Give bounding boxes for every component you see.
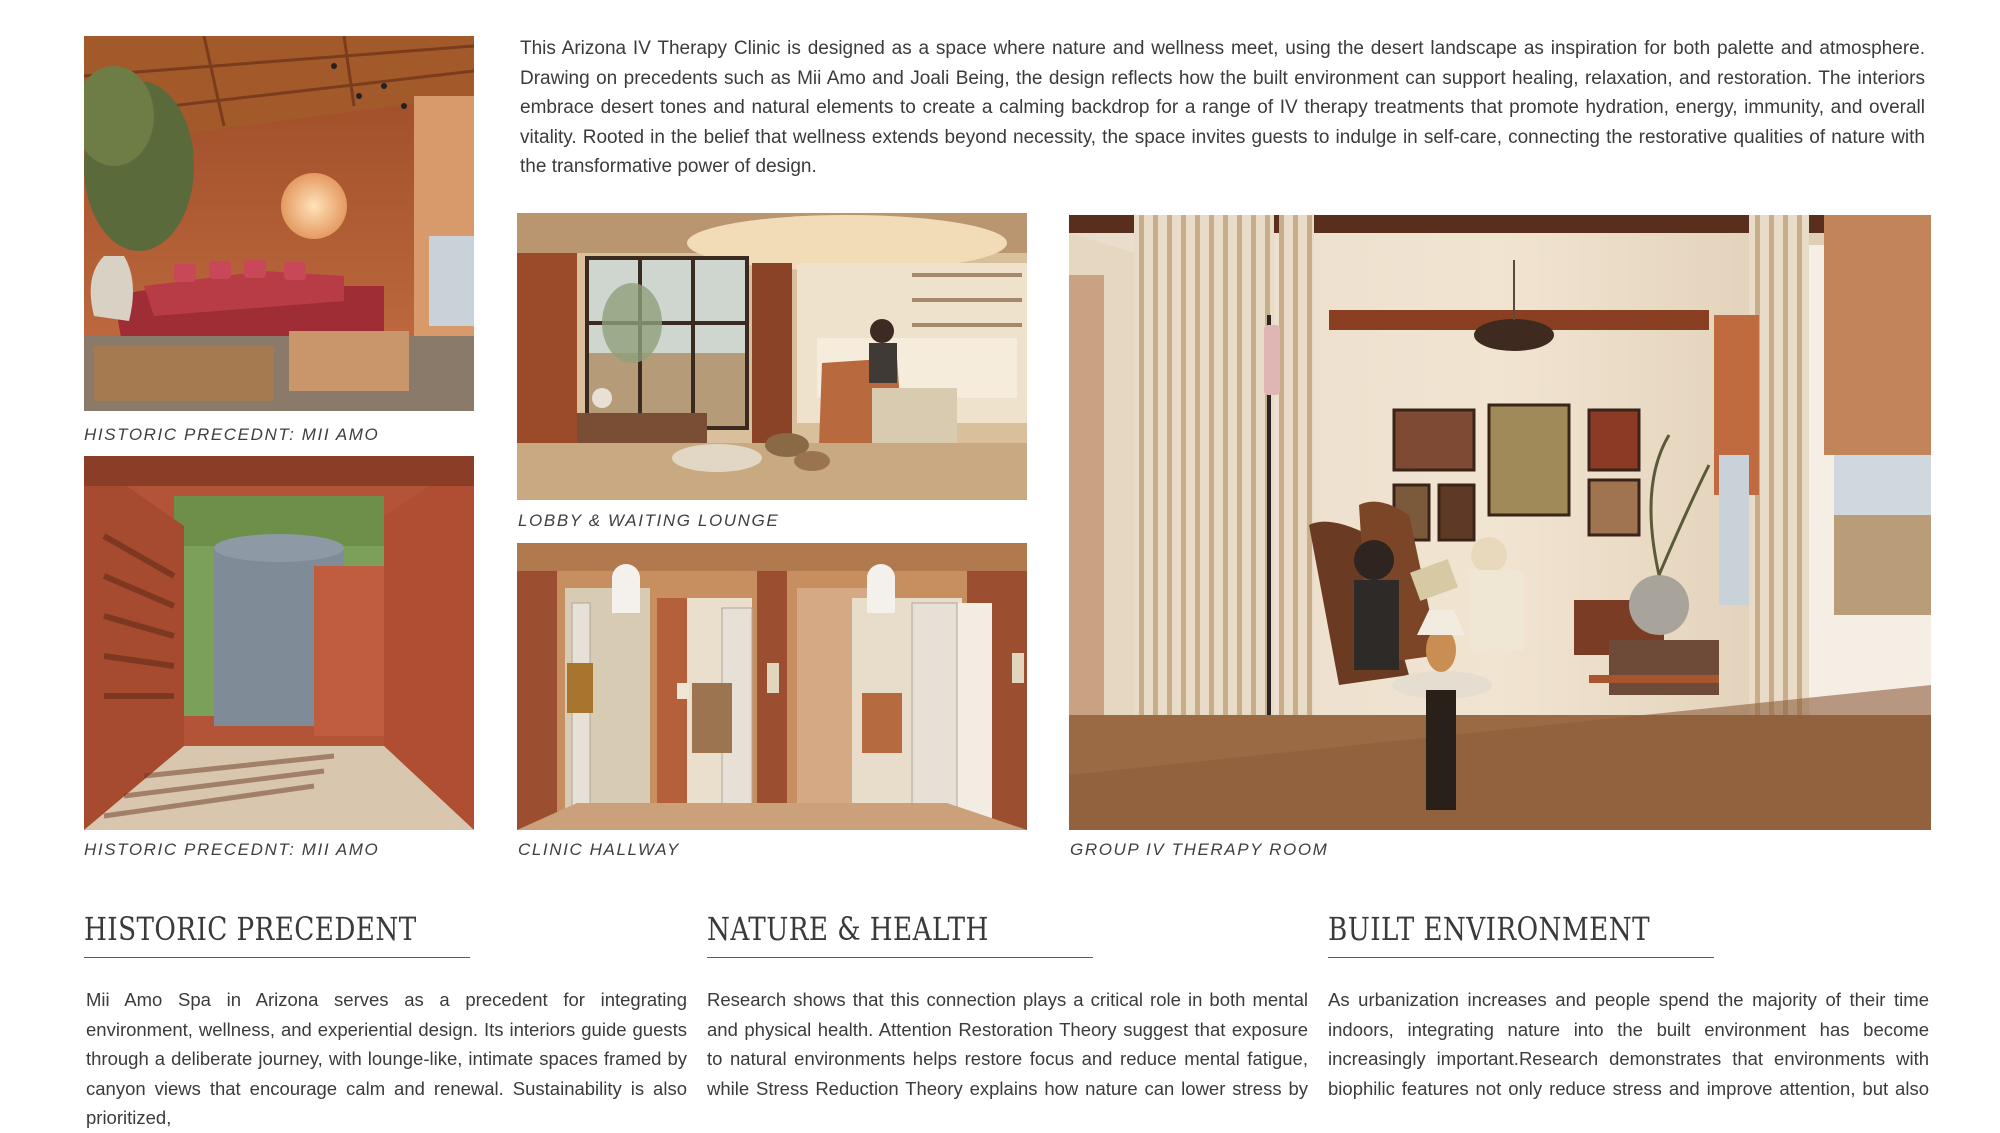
hallway-image: [517, 543, 1027, 830]
lobby-caption: LOBBY & WAITING LOUNGE: [518, 511, 780, 530]
section-heading-historic-precedent: HISTORIC PRECEDENT: [84, 910, 417, 948]
section-body-built-environment: As urbanization increases and people spend the majority of their time indoors, integrating nature into the built environment has become increasingly important.Research demonstrates that environments with biophilic features not only reduce stress and improve attention, but also: [1328, 989, 1929, 1099]
precedent-corridor-image: [84, 456, 474, 830]
section-heading-built-environment: BUILT ENVIRONMENT: [1328, 910, 1651, 948]
precedent-lounge-image: [84, 36, 474, 411]
lobby-image: [517, 213, 1027, 500]
section-divider: [707, 957, 1093, 958]
intro-paragraph: This Arizona IV Therapy Clinic is designed as a space where nature and wellness meet, using the desert landscape as inspiration for both palette and atmosphere. Drawing on precedents such as Mii Amo and Joali Being, the design reflects how the built environment can support healing, relaxation, and restoration. The interiors embrace desert tones and natural elements to create a calming backdrop for a range of IV therapy treatments that promote hydration, energy, immunity, and overall vitality. Rooted in the belief that wellness extends beyond necessity, the space invites guests to indulge in self-care, connecting the restorative qualities of nature with the transformative power of design.: [520, 38, 1925, 177]
therapy-room-image: [1069, 215, 1931, 830]
section-divider: [84, 957, 470, 958]
hallway-caption: CLINIC HALLWAY: [518, 840, 680, 859]
precedent-top-caption: HISTORIC PRECEDNT: MII AMO: [84, 425, 380, 444]
section-heading-nature-health: NATURE & HEALTH: [707, 910, 989, 948]
section-divider: [1328, 957, 1714, 958]
precedent-bottom-caption: HISTORIC PRECEDNT: MII AMO: [84, 840, 380, 859]
section-body-historic-precedent: Mii Amo Spa in Arizona serves as a precedent for integrating environment, wellness, and experiential design. Its interiors guide guests through a deliberate journey, with lounge-like, intimate spaces framed by canyon views that encourage calm and renewal. Sustainability is also prioritized,: [86, 989, 687, 1128]
therapy-room-caption: GROUP IV THERAPY ROOM: [1070, 840, 1329, 859]
section-body-nature-health: Research shows that this connection plays a critical role in both mental and physical health. Attention Restoration Theory suggest that exposure to natural environments helps restore focus and reduce mental fatigue, while Stress Reduction Theory explains how nature can lower stress by: [707, 989, 1308, 1099]
